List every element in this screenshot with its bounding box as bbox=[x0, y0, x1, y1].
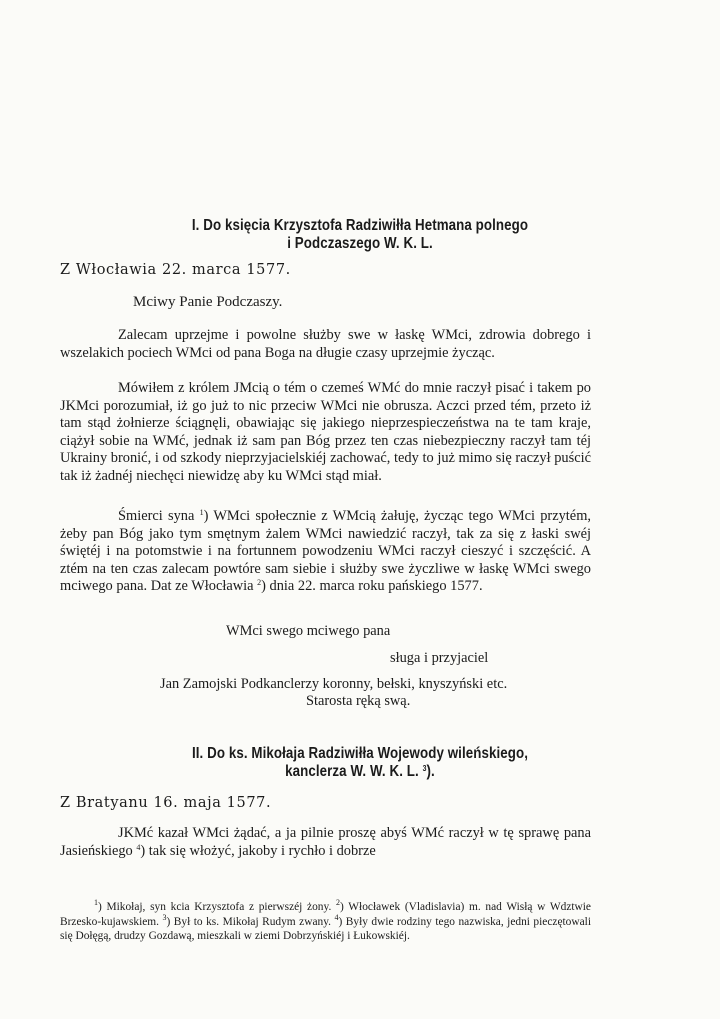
letter2-text-a: JKMć kazał WMci żądać, a ja pilnie proszę abyś WMć raczył w tę sprawę pana Jasieńskiego bbox=[60, 825, 591, 859]
footnote-mark-4: 4 bbox=[334, 912, 339, 922]
letter1-dateline: Z Włocławia 22. marca 1577. bbox=[60, 262, 291, 278]
letter1-paragraph-3 bbox=[60, 508, 591, 596]
footnote-4: ) Były dwie rodziny tego nazwiska, jedni pieczętowali się Dołęgą, drudzy Gozdawą, mieszkali w ziemi Dobrzyńskiéj i Łukowskiéj. bbox=[60, 915, 591, 943]
letter1-paragraph-1: Zalecam uprzejme i powolne służby swe w łaskę WMci, zdrowia dobrego i wszelakich pociech WMci od pana Boga na długie czasy uprzejmie życząc. bbox=[60, 327, 591, 361]
signature-role: sługa i przyjaciel bbox=[390, 650, 489, 666]
paragraph-3-text-a: Śmierci syna bbox=[118, 508, 195, 524]
footnote-2: ) Włocławek (Vladislavia) m. nad Wisłą w Wdztwie Brzesko-kujawskiem. bbox=[60, 901, 591, 928]
letter1-heading-line1: I. Do księcia Krzysztofa Radziwiłła Hetmana polnego bbox=[191, 217, 529, 234]
letter1-heading-line2: i Podczaszego W. K. L. bbox=[287, 235, 433, 252]
footnote-mark-3: 3 bbox=[162, 912, 167, 922]
paragraph-3-text-c: ) dnia 22. marca roku pańskiego 1577. bbox=[261, 578, 483, 595]
footnote-mark-1: 1 bbox=[94, 898, 98, 907]
footnote-mark-2: 2 bbox=[336, 898, 340, 907]
letter2-heading-line1: II. Do ks. Mikołaja Radziwiłła Wojewody wileńskiego, bbox=[191, 745, 529, 762]
footnote-1: ) Mikołaj, syn kcia Krzysztofa z pierwszéj żony. bbox=[98, 901, 332, 913]
footnote-ref-4: 4 bbox=[136, 842, 141, 852]
letter1-heading bbox=[102, 217, 618, 253]
letter2-text-b: ) tak się włożyć, jakoby i rychło i dobrze bbox=[140, 842, 376, 859]
signature-title: Starosta ręką swą. bbox=[306, 693, 411, 709]
footnote-ref-2: 2 bbox=[257, 578, 262, 588]
footnotes bbox=[60, 900, 591, 944]
footnote-ref-1: 1 bbox=[199, 508, 204, 517]
letter1-paragraph-2: Mówiłem z królem JMcią o tém o czemeś WMć do mnie raczył pisać i takem po JKMci porozumiał, iż go już to nic przeciw WMci nie obrusza. Aczci przed tém, przeto iż tam stąd żołnierze ściągnęli, obawiając się jakiego nieprzespieczeństwa na te tam kraje, ciążył sobie na WMć, jednak iż sam pan Bóg przez ten czas niebezpieczny raczył tam téj Ukrainy bronić, i od szkody nieprzyjacielskiéj zachować, tedy to już mimo się raczył puścić tak iż żadnéj niechęci niewidzę aby ku WMci stąd miał. bbox=[60, 380, 591, 484]
footnote-ref-3: 3 bbox=[422, 764, 427, 773]
letter1-salutation: Mciwy Panie Podczaszy. bbox=[133, 294, 283, 310]
footnote-3: ) Był to ks. Mikołaj Rudym zwany. bbox=[166, 915, 331, 928]
letter2-heading-line2-end: ). bbox=[426, 763, 435, 780]
letter2-heading-line2-text: kanclerza W. W. K. L. bbox=[285, 763, 419, 780]
letter2-dateline: Z Bratyanu 16. maja 1577. bbox=[60, 795, 272, 811]
paragraph-3-text-b: ) WMci społecznie z WMcią żałuję, życząc tego WMci przytém, żeby pan Bóg jako tym smętnym żalem WMci nawiedzić raczył, tak za się z łaski swéj świętéj i na potomstwie i na fortunnem powodzeniu WMci raczył cieszyć i szczęścić. A ztém na ten czas zalecam powtóre sam siebie i służby swe życzliwe w łaskę WMci swego mciwego pana. Dat ze Włocławia bbox=[60, 508, 591, 595]
signature-closing: WMci swego mciwego pana bbox=[226, 623, 391, 639]
signature-name: Jan Zamojski Podkanclerzy koronny, bełski, knyszyński etc. bbox=[160, 676, 508, 692]
letter2-heading-line2 bbox=[102, 763, 618, 781]
letter2-paragraph-1 bbox=[60, 825, 591, 860]
letter2-heading bbox=[102, 745, 618, 781]
